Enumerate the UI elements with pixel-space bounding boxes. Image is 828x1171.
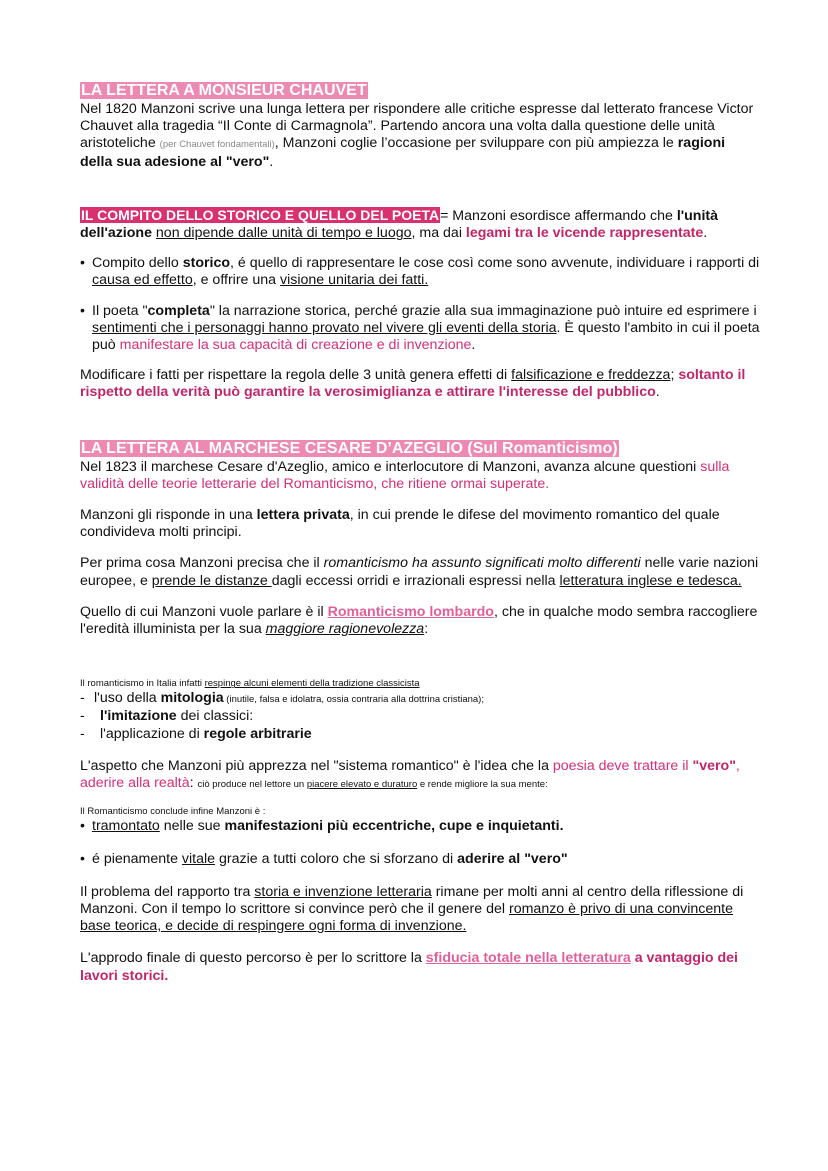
link-sfiducia: sfiducia totale nella letteratura xyxy=(425,950,631,967)
paragraph-azeglio-2: Manzoni gli risponde in una lettera privata, in cui prende le difese del movimento romantico del quale condivideva molti principi. xyxy=(80,507,720,541)
heading-azeglio: LA LETTERA AL MARCHESE CESARE D’AZEGLIO (Sul Romanticismo) xyxy=(81,439,618,457)
heading-storico-poeta: IL COMPITO DELLO STORICO E QUELLO DEL POETA xyxy=(81,206,440,223)
intro-storico-poeta: IL COMPITO DELLO STORICO E QUELLO DEL POETA= Manzoni esordisce affermando che l'unità dell'azione non dipende dalle unità di tempo e luogo, ma dai legami tra le vicende rappresentate. xyxy=(80,206,719,242)
bullet-dot: • xyxy=(80,255,85,272)
dash-regole: - l'applicazione di regole arbitrarie xyxy=(80,725,312,742)
bullet-dot: • xyxy=(80,851,85,868)
paragraph-problema: Il problema del rapporto tra storia e invenzione letteraria rimane per molti anni al centro della riflessione di Manzoni. Con il tempo lo scrittore si convince però che il genere del romanzo è privo di una convincente base teorica, e decide di respingere ogni forma di invenzione. xyxy=(80,883,744,935)
paragraph-sistema-romantico: L'aspetto che Manzoni più apprezza nel "sistema romantico" è l'idea che la poesia deve trattare il "vero", aderire alla realtà: ciò produce nel lettore un piacere elevato e duraturo e rende migliore la sua mente: xyxy=(80,757,740,792)
bullet-storico: • Compito dello storico, é quello di rappresentare le cose così come sono avvenute, individuare i rapporti di causa ed effetto, e offrire una visione unitaria dei fatti. xyxy=(80,255,760,289)
bullet-dot: • xyxy=(80,302,85,319)
bullet-dot: • xyxy=(80,818,85,835)
paragraph-azeglio-1: Nel 1823 il marchese Cesare d'Azeglio, amico e interlocutore di Manzoni, avanza alcune questioni sulla validità delle teorie letterarie del Romanticismo, che ritiene ormai superate. xyxy=(80,458,730,492)
bullet-poeta: • Il poeta "completa" la narrazione storica, perché grazie alla sua immaginazione può intuire ed esprimere i sentimenti che i personaggi hanno provato nel vivere gli eventi della storia. È questo l'ambito in cui il poeta può manifestare la sua capacità di creazione e di invenzione. xyxy=(80,302,760,354)
paragraph-azeglio-4: Quello di cui Manzoni vuole parlare è il Romanticismo lombardo, che in qualche modo sembra raccogliere l'eredità illuminista per la sua maggiore ragionevolezza: xyxy=(80,603,758,638)
small-note-romanticismo: Il romanticismo in Italia infatti respinge alcuni elementi della tradizione classicista xyxy=(80,678,420,690)
heading-chauvet: LA LETTERA A MONSIEUR CHAUVET xyxy=(81,82,367,99)
dash-imitazione: - l'imitazione dei classici: xyxy=(80,708,254,725)
paragraph-modificare: Modificare i fatti per rispettare la regola delle 3 unità genera effetti di falsificazione e freddezza; soltanto il rispetto della verità può garantire la verosimiglianza e attirare l'interesse del pubblico. xyxy=(80,367,746,401)
bullet-tramontato: • tramontato nelle sue manifestazioni più eccentriche, cupe e inquietanti. xyxy=(80,818,564,835)
small-note-conclude: Il Romanticismo conclude infine Manzoni è : xyxy=(80,806,266,818)
link-romanticismo-lombardo: Romanticismo lombardo xyxy=(327,603,494,620)
dash-mitologia: - l'uso della mitologia (inutile, falsa e idolatra, ossia contraria alla dottrina cristiana); xyxy=(80,690,484,707)
section-storico-poeta xyxy=(80,207,760,402)
bullet-vitale: • é pienamente vitale grazie a tutti coloro che si sforzano di aderire al "vero" xyxy=(80,851,568,868)
paragraph-azeglio-3: Per prima cosa Manzoni precisa che il romanticismo ha assunto significati molto differenti nelle varie nazioni europee, e prende le distanze dagli eccessi orridi e irrazionali espressi nella letteratura inglese e tedesca. xyxy=(80,555,759,589)
note-chauvet: (per Chauvet fondamentali) xyxy=(159,139,275,151)
paragraph-chauvet: Nel 1820 Manzoni scrive una lunga lettera per rispondere alle critiche espresse dal letterato francese Victor Chauvet alla tragedia “Il Conte di Carmagnola”. Partendo ancora una volta dalla questione delle unità aristoteliche (per Chauvet fondamentali), Manzoni coglie l’occasione per sviluppare con più ampiezza le ragioni della sua adesione al "vero". xyxy=(80,101,754,170)
section-chauvet xyxy=(80,82,760,171)
document-page xyxy=(80,82,760,985)
section-azeglio xyxy=(80,440,760,985)
paragraph-approdo: L'approdo finale di questo percorso è per lo scrittore la sfiducia totale nella letteratura a vantaggio dei lavori storici. xyxy=(80,950,738,984)
